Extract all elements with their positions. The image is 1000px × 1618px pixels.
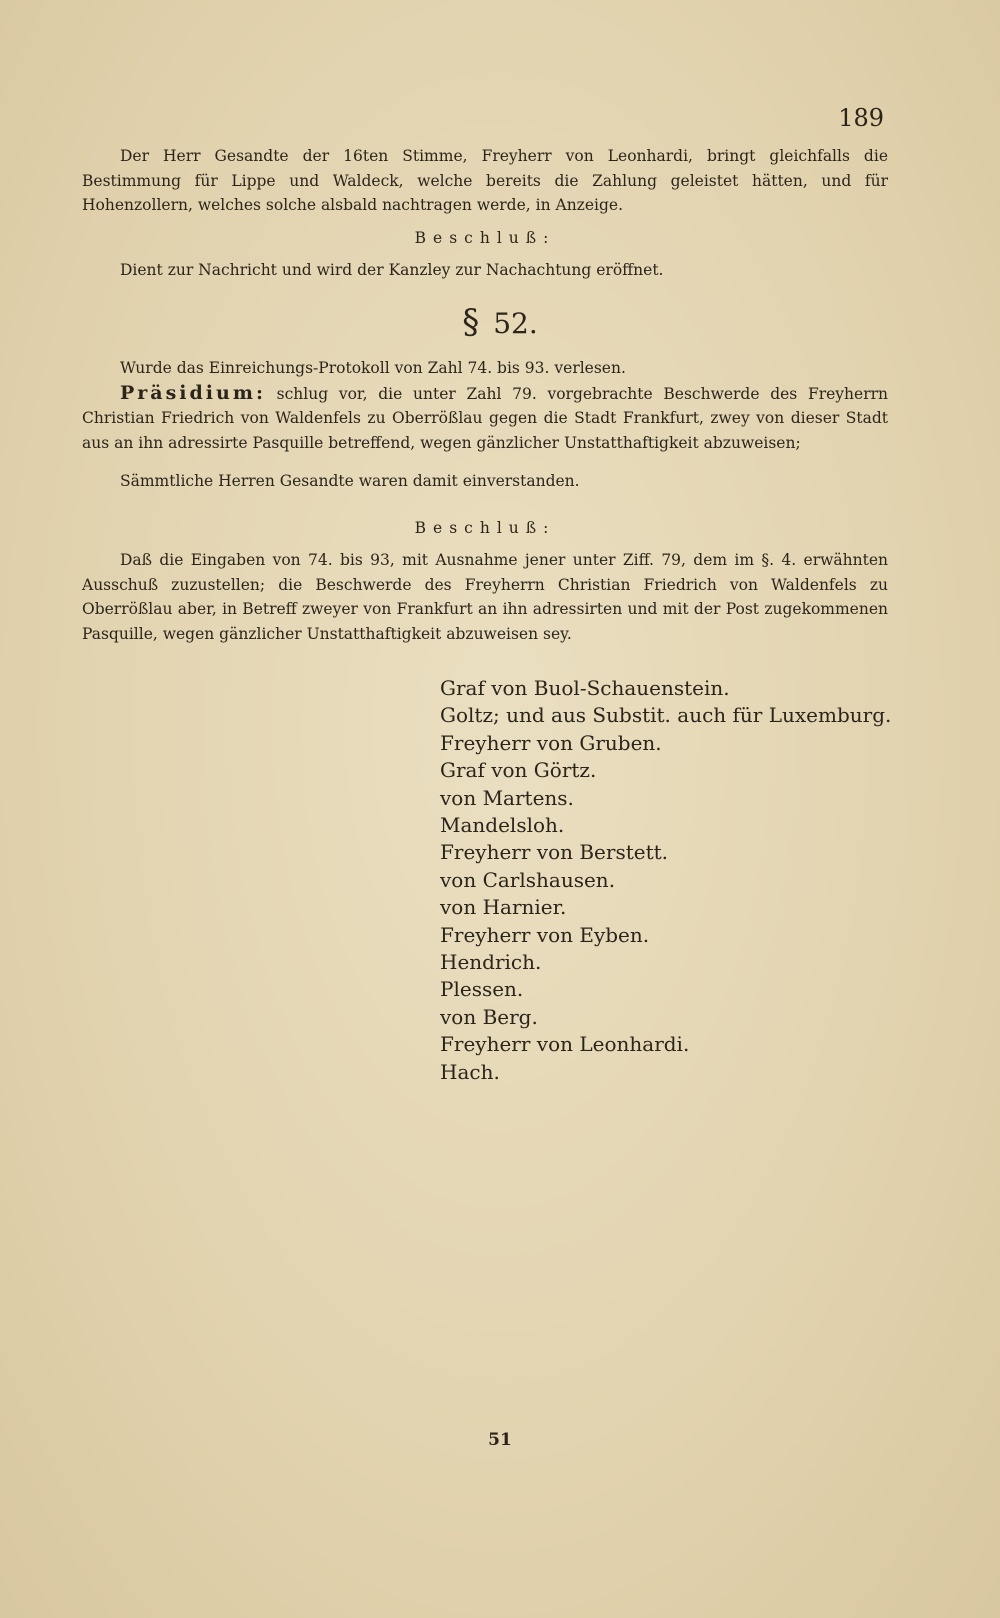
signature: Freyherr von Gruben.	[440, 730, 662, 755]
signature: Plessen.	[440, 977, 524, 1002]
footer-signature-number: 51	[488, 1430, 512, 1450]
signature: Graf von Buol-Schauenstein.	[440, 676, 730, 700]
praesidium-label: Präsidium:	[120, 381, 266, 404]
section-heading	[0, 302, 1000, 342]
signature: Mandelsloh.	[440, 813, 565, 838]
beschluss-heading-1: Beschluß:	[414, 228, 556, 247]
signature: von Martens.	[440, 785, 574, 810]
paragraph-gesandte: Der Herr Gesandte der 16ten Stimme, Freyherr von Leonhardi, bringt gleichfalls die Bestimmung für Lippe und Waldeck, welche bereits die Zahlung geleistet hätten, und für Hohenzollern, welches solche alsbald nachtragen werde, in Anzeige.	[82, 147, 888, 214]
signature-list	[440, 675, 891, 1086]
page-number: 189	[838, 104, 884, 132]
paragraph-einverstanden: Sämmtliche Herren Gesandte waren damit einverstanden.	[120, 472, 580, 490]
signature: Graf von Görtz.	[440, 758, 597, 783]
section-number: 52.	[493, 307, 538, 340]
beschluss-text-2: Daß die Eingaben von 74. bis 93, mit Ausnahme jener unter Ziff. 79, dem im §. 4. erwähnten Ausschuß zuzustellen; die Beschwerde des Freyherrn Christian Friedrich von Waldenfels zu Oberrößlau aber, in Betreff zweyer von Frankfurt an ihn adressirten und mit der Post zugekommenen Pasquille, wegen gänzlicher Unstatthaftigkeit abzuweisen sey.	[82, 551, 888, 643]
signature: von Harnier.	[440, 895, 567, 920]
paragraph-protokoll: Wurde das Einreichungs-Protokoll von Zahl 74. bis 93. verlesen.	[120, 359, 626, 377]
signature: Freyherr von Leonhardi.	[440, 1032, 690, 1057]
beschluss-text-1: Dient zur Nachricht und wird der Kanzley zur Nachachtung eröffnet.	[120, 261, 664, 279]
signature: von Carlshausen.	[440, 867, 616, 892]
top-block	[82, 144, 888, 283]
signature: Freyherr von Berstett.	[440, 840, 669, 865]
signature: Hendrich.	[440, 950, 542, 975]
signature: Goltz; und aus Substit. auch für Luxemburg.	[440, 703, 892, 728]
signature: von Berg.	[440, 1004, 538, 1029]
praesidium-text: schlug vor, die unter Zahl 79. vorgebrachte Beschwerde des Freyherrn Christian Friedrich von Waldenfels zu Oberrößlau gegen die Stadt Frankfurt, zwey von dieser Stadt aus an ihn adressirte Pasquille betreffend, wegen gänzlicher Unstatthaftigkeit abzuweisen;	[82, 384, 888, 452]
beschluss-heading-2: Beschluß:	[414, 518, 556, 537]
section-body	[82, 356, 888, 646]
signature: Hach.	[440, 1059, 500, 1084]
signature: Freyherr von Eyben.	[440, 922, 650, 947]
paragraph-praesidium	[82, 381, 888, 456]
section-symbol: §	[462, 302, 480, 342]
